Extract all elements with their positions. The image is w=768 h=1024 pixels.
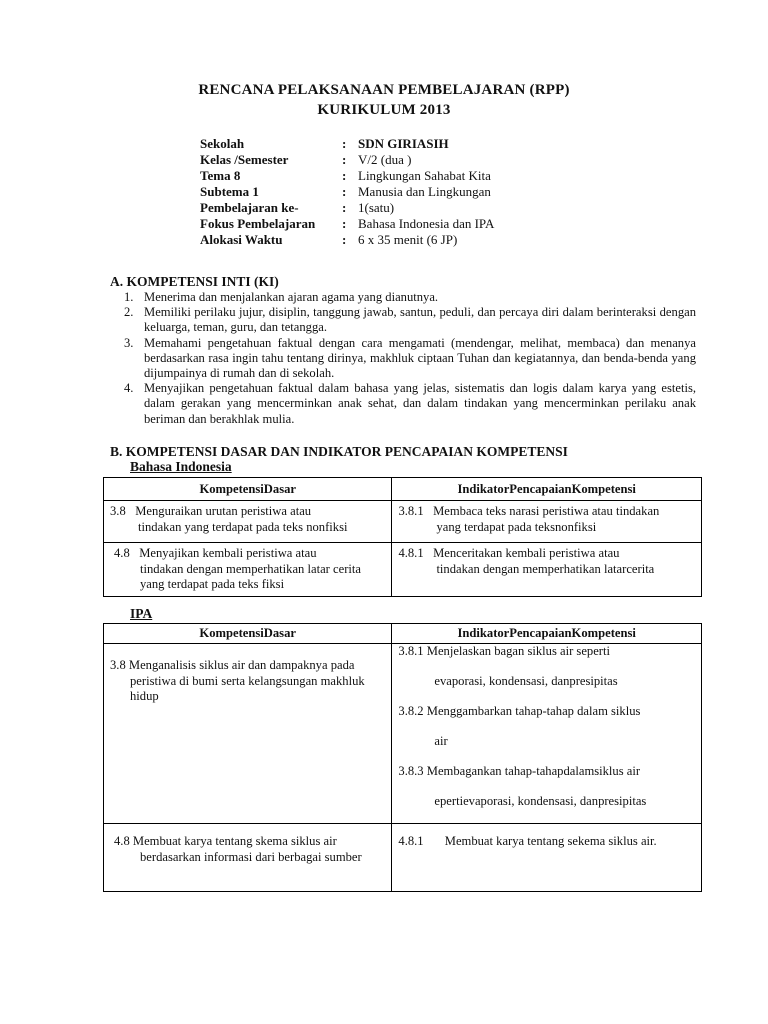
- list-number: 4.: [124, 381, 134, 396]
- table-header-row: [104, 624, 702, 644]
- indicator-text-cont: yang terdapat pada teksnonfiksi: [436, 519, 597, 534]
- list-number: 1.: [124, 290, 134, 304]
- identity-colon: :: [342, 200, 347, 215]
- table-cell: [392, 824, 702, 892]
- identity-block: [200, 136, 620, 248]
- ki-list: [124, 290, 696, 427]
- identity-row-alokasi: [200, 232, 620, 248]
- kd-text: Menyajikan kembali peristiwa atau: [139, 546, 317, 560]
- identity-colon: :: [342, 232, 347, 247]
- identity-value: SDN GIRIASIH: [358, 136, 449, 151]
- column-header-kd: KompetensiDasar: [104, 478, 392, 501]
- identity-label: Subtema 1: [200, 184, 259, 199]
- list-text: Memiliki perilaku jujur, disiplin, tanggung jawab, santun, peduli, dan percaya diri dalam berinteraksi dengan keluarga, teman, guru, dan tetangga.: [144, 305, 696, 335]
- indicator-text-cont: evaporasi, kondensasi, danpresipitas: [434, 674, 618, 688]
- column-header-kd: KompetensiDasar: [104, 624, 392, 644]
- identity-label: Fokus Pembelajaran: [200, 216, 316, 231]
- table-cell: [104, 543, 392, 597]
- kd-text: 3.8 Menganalisis siklus air dan dampaknya pada: [110, 658, 355, 672]
- identity-label: Sekolah: [200, 136, 245, 151]
- ipa-kd-table: [103, 623, 702, 892]
- document-title: RENCANA PELAKSANAAN PEMBELAJARAN (RPP): [198, 82, 570, 98]
- section-b-heading: B. KOMPETENSI DASAR DAN INDIKATOR PENCAPAIAN KOMPETENSI: [110, 444, 568, 459]
- identity-value: V/2 (dua ): [358, 152, 412, 167]
- list-item: [124, 305, 696, 335]
- identity-label: Tema 8: [200, 168, 241, 183]
- list-item: [124, 336, 696, 382]
- identity-label: Alokasi Waktu: [200, 232, 283, 247]
- identity-colon: :: [342, 184, 347, 199]
- list-text: Menyajikan pengetahuan faktual dalam bahasa yang jelas, sistematis dan logis dalam karya yang estetis, dalam gerakan yang mencerminkan anak sehat, dan dalam tindakan yang mencerminkan perilaku anak beriman dan berakhlak mulia.: [144, 381, 696, 426]
- identity-row-fokus: [200, 216, 620, 232]
- subject-bahasa-indonesia: Bahasa Indonesia: [130, 459, 232, 474]
- identity-label: Pembelajaran ke-: [200, 200, 299, 215]
- identity-colon: :: [342, 136, 347, 151]
- list-text: Memahami pengetahuan faktual dengan cara mengamati (mendengar, melihat, membaca) dan menanya berdasarkan rasa ingin tahu tentang dirinya, makhluk ciptaan Tuhan dan kegiatannya, dan benda-benda yang dijumpainya di rumah dan di sekolah.: [144, 335, 696, 381]
- indicator-text: Membaca teks narasi peristiwa atau tindakan: [433, 504, 660, 518]
- identity-value: 6 x 35 menit (6 JP): [358, 232, 458, 247]
- list-number: 3.: [124, 335, 134, 350]
- table-row: [104, 501, 702, 543]
- identity-row-subtema: [200, 184, 620, 200]
- identity-row-kelas: [200, 152, 620, 168]
- table-row: [104, 543, 702, 597]
- kd-text-cont: peristiwa di bumi serta kelangsungan makhluk hidup: [130, 673, 365, 703]
- indicator-text: Menceritakan kembali peristiwa atau: [433, 546, 620, 560]
- indicator-text-cont: epertievaporasi, kondensasi, danpresipitas: [434, 794, 647, 808]
- column-header-indikator: IndikatorPencapaianKompetensi: [392, 478, 702, 501]
- identity-value: Manusia dan Lingkungan: [358, 184, 491, 199]
- table-cell: [392, 543, 702, 597]
- table-row: [104, 644, 702, 824]
- identity-value: Bahasa Indonesia dan IPA: [358, 216, 495, 231]
- identity-colon: :: [342, 216, 347, 231]
- list-item: [124, 381, 696, 427]
- column-header-indikator: IndikatorPencapaianKompetensi: [392, 624, 702, 644]
- kd-number: 3.8: [110, 504, 126, 518]
- section-a-heading: A. KOMPETENSI INTI (KI): [110, 274, 279, 289]
- identity-value: Lingkungan Sahabat Kita: [358, 168, 491, 183]
- table-cell: [104, 824, 392, 892]
- kd-text: 4.8 Membuat karya tentang skema siklus air: [114, 834, 337, 848]
- indicator-number: 4.8.1: [398, 834, 424, 848]
- identity-colon: :: [342, 152, 347, 167]
- document-subtitle: KURIKULUM 2013: [317, 102, 451, 118]
- kd-text-cont: tindakan yang terdapat pada teks nonfiksi: [138, 519, 348, 534]
- identity-row-tema: [200, 168, 620, 184]
- identity-colon: :: [342, 168, 347, 183]
- table-cell: [392, 644, 702, 824]
- indicator-text: 3.8.2 Menggambarkan tahap-tahap dalam siklus: [398, 704, 641, 718]
- list-item: [124, 290, 696, 305]
- kd-text-cont: berdasarkan informasi dari berbagai sumber: [140, 849, 362, 864]
- identity-row-sekolah: [200, 136, 620, 152]
- table-row: [104, 824, 702, 892]
- kd-number: 4.8: [114, 546, 130, 560]
- kd-text-cont: tindakan dengan memperhatikan latar cerita yang terdapat pada teks fiksi: [140, 561, 361, 591]
- identity-value: 1(satu): [358, 200, 395, 215]
- identity-label: Kelas /Semester: [200, 152, 289, 167]
- table-cell: [104, 501, 392, 543]
- indicator-text-cont: tindakan dengan memperhatikan latarcerita: [436, 561, 655, 576]
- indicator-text-cont: air: [434, 734, 448, 748]
- bahasa-kd-table: [103, 477, 702, 597]
- indicator-number: 3.8.1: [398, 504, 424, 518]
- table-header-row: [104, 478, 702, 501]
- indicator-text: Membuat karya tentang sekema siklus air.: [444, 834, 657, 848]
- subject-ipa: IPA: [130, 606, 153, 621]
- table-cell: [104, 644, 392, 824]
- indicator-text: 3.8.3 Membagankan tahap-tahapdalamsiklus air: [398, 764, 641, 778]
- table-cell: [392, 501, 702, 543]
- indicator-number: 4.8.1: [398, 546, 424, 560]
- kd-text: Menguraikan urutan peristiwa atau: [135, 504, 312, 518]
- indicator-text: 3.8.1 Menjelaskan bagan siklus air seperti: [398, 644, 610, 658]
- list-text: Menerima dan menjalankan ajaran agama yang dianutnya.: [144, 290, 439, 304]
- identity-row-pembelajaran: [200, 200, 620, 216]
- list-number: 2.: [124, 305, 134, 320]
